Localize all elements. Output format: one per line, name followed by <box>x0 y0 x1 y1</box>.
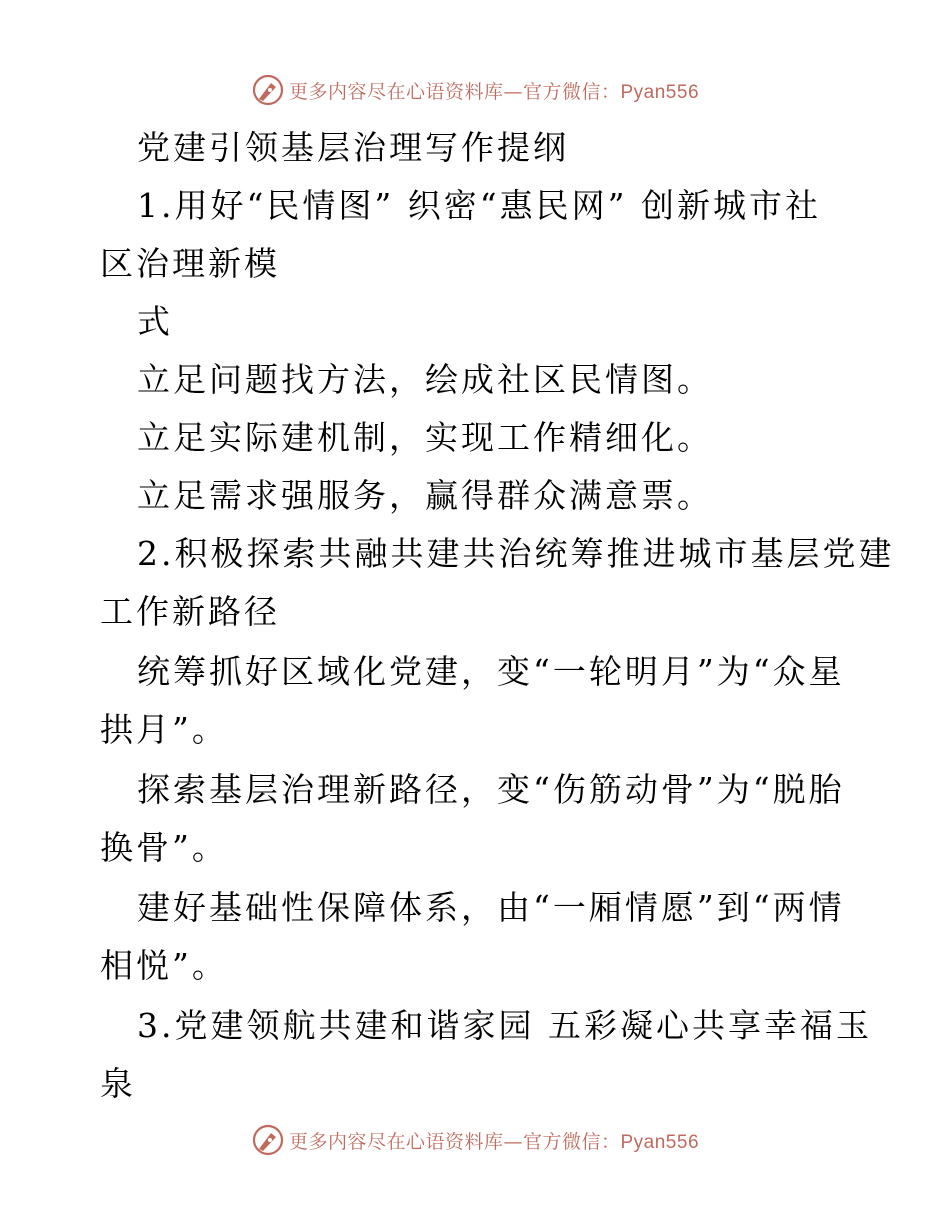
paragraph-line: 区治理新模 <box>100 244 280 283</box>
paragraph-line: 统筹抓好区域化党建，变“一轮明月”为“众星 <box>137 652 845 691</box>
footer-dash: — <box>503 1130 523 1153</box>
header-contact-id: Pyan556 <box>620 81 700 103</box>
paragraph-line: 式 <box>137 302 173 341</box>
footer-contact-id: Pyan556 <box>620 1131 700 1153</box>
paragraph-line: 换骨”。 <box>100 828 228 867</box>
paragraph-line: 2.积极探索共融共建共治统筹推进城市基层党建 <box>137 534 895 573</box>
header-watermark-text: 更多内容尽在心语资料库 <box>288 80 504 103</box>
paragraph-line: 立足实际建机制，实现工作精细化。 <box>137 418 713 457</box>
pen-nib-logo-icon <box>251 73 285 107</box>
paragraph-line: 立足需求强服务，赢得群众满意票。 <box>137 476 713 515</box>
pen-nib-logo-icon <box>251 1123 285 1157</box>
paragraph-line: 泉 <box>100 1064 136 1103</box>
paragraph-line: 立足问题找方法，绘成社区民情图。 <box>137 360 713 399</box>
header-dash: — <box>503 80 523 103</box>
paragraph-line: 工作新路径 <box>100 592 280 631</box>
paragraph-line: 3.党建领航共建和谐家园 五彩凝心共享幸福玉 <box>137 1006 872 1045</box>
footer-watermark-text: 更多内容尽在心语资料库 <box>288 1130 504 1153</box>
header-watermark <box>0 70 950 110</box>
header-contact-label: 官方微信： <box>522 80 621 103</box>
footer-watermark <box>0 1120 950 1160</box>
paragraph-line: 相悦”。 <box>100 946 228 985</box>
paragraph-line: 1.用好“民情图” 织密“惠民网” 创新城市社 <box>137 186 821 225</box>
footer-contact-label: 官方微信： <box>522 1130 621 1153</box>
paragraph-line: 探索基层治理新路径，变“伤筋动骨”为“脱胎 <box>137 770 845 809</box>
document-title: 党建引领基层治理写作提纲 <box>137 128 569 167</box>
paragraph-line: 建好基础性保障体系，由“一厢情愿”到“两情 <box>137 888 845 927</box>
paragraph-line: 拱月”。 <box>100 710 228 749</box>
